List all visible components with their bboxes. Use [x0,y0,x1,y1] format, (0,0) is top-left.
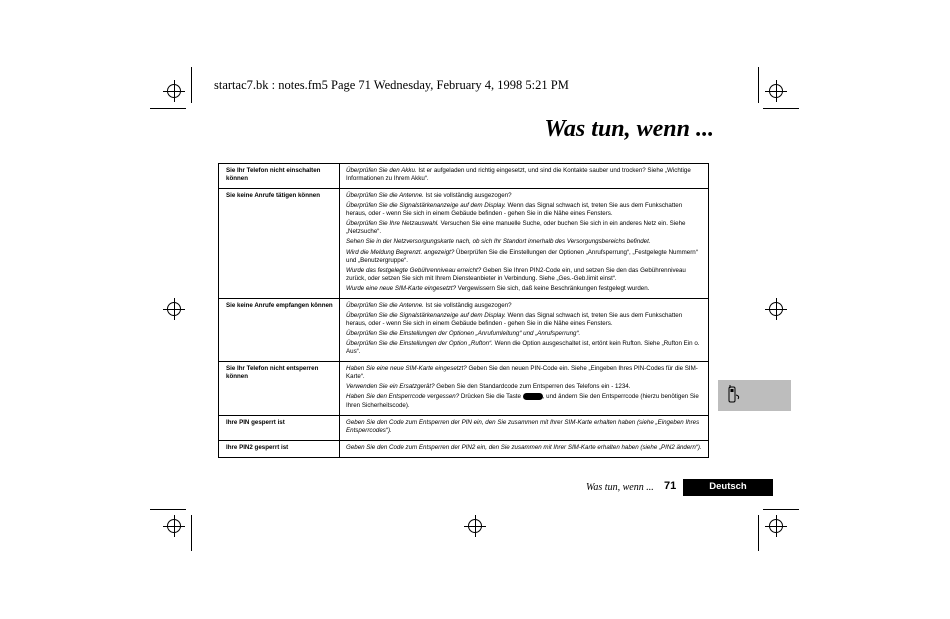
troubleshooting-table [218,163,709,458]
table-row [219,415,709,440]
table-row [219,189,709,299]
problem-cell: Sie Ihr Telefon nicht entsperren können [219,362,340,415]
phone-icon [726,385,740,405]
crop-mark [758,515,759,551]
language-label: Deutsch [683,479,773,496]
problem-cell: Ihre PIN gesperrt ist [219,415,340,440]
registration-mark-icon [468,519,482,533]
key-blob-icon [523,393,543,400]
running-title: Was tun, wenn ... [586,482,654,493]
answer-cell: Geben Sie den Code zum Entsperren der PIN ein, den Sie zusammen mit Ihrer SIM-Karte erhalten haben (siehe „Eingeben Ihres Entsperrcodes“). [340,415,709,440]
table-row [219,298,709,361]
file-info-header: startac7.bk : notes.fm5 Page 71 Wednesday, February 4, 1998 5:21 PM [214,78,569,92]
crop-mark [191,67,192,103]
page-number: 71 [664,480,677,492]
crop-mark [763,108,799,109]
crop-mark [150,108,186,109]
crop-mark [150,509,186,510]
answer-cell: Überprüfen Sie die Antenne. Ist sie vollständig ausgezogen? Überprüfen Sie die Signalstärkenanzeige auf dem Display. Wenn das Signal schwach ist, treten Sie aus dem Funkschatten heraus, oder - wenn Sie sich in einem Gebäude befinden - gehen Sie in die Nähe eines Fensters. Überprüfen Sie Ihre Netzauswahl. Versuchen Sie eine manuelle Suche, oder buchen Sie sich in ein anderes Netz ein. Siehe „Netzsuche“. Sehen Sie in der Netzversorgungskarte nach, ob sich Ihr Standort innerhalb des Versorgungsbereichs befindet. Wird die Meldung Begrenzt. angezeigt? Überprüfen Sie die Einstellungen der Optionen „Anrufsperrung“, „Festgelegte Nummern“ und „Benutzergruppe“. Wurde das festgelegte Gebührenniveau erreicht? Geben Sie Ihren PIN2-Code ein, und setzen Sie den das Gebührenniveau zurück, oder setzen Sie sich mit Ihrem Diensteanbieter in Verbindung. Siehe „Ges.-Geb.limit einst“. Wurde eine neue SIM-Karte eingesetzt? Vergewissern Sie sich, daß keine Beschränkungen festgelegt wurden. [340,189,709,299]
crop-mark [191,515,192,551]
registration-mark-icon [167,519,181,533]
problem-cell: Ihre PIN2 gesperrt ist [219,440,340,457]
registration-mark-icon [167,302,181,316]
problem-cell: Sie keine Anrufe tätigen können [219,189,340,299]
table-row [219,164,709,189]
registration-mark-icon [769,302,783,316]
answer-cell: Überprüfen Sie die Antenne. Ist sie vollständig ausgezogen? Überprüfen Sie die Signalstärkenanzeige auf dem Display. Wenn das Signal schwach ist, treten Sie aus dem Funkschatten heraus, oder - wenn Sie sich in einem Gebäude befinden - gehen Sie in die Nähe eines Fensters. Überprüfen Sie die Einstellungen der Optionen „Anrufumleitung“ und „Anrufsperrung“. Überprüfen Sie die Einstellungen der Option „Rufton“. Wenn die Option ausgeschaltet ist, ertönt kein Rufton. Siehe „Rufton Ein o. Aus“. [340,298,709,361]
table-row [219,440,709,457]
registration-mark-icon [769,84,783,98]
problem-cell: Sie keine Anrufe empfangen können [219,298,340,361]
answer-cell: Geben Sie den Code zum Entsperren der PIN2 ein, den Sie zusammen mit Ihrer SIM-Karte erhalten haben (siehe „PIN2 ändern“). [340,440,709,457]
registration-mark-icon [167,84,181,98]
table-row [219,362,709,415]
problem-cell: Sie Ihr Telefon nicht einschalten können [219,164,340,189]
answer-cell: Überprüfen Sie den Akku. Ist er aufgeladen und richtig eingesetzt, und sind die Kontakte sauber und trocken? Siehe „Wichtige Informationen zu Ihrem Akku“. [340,164,709,189]
answer-cell: Haben Sie eine neue SIM-Karte eingesetzt? Geben Sie den neuen PIN-Code ein. Siehe „Eingeben Ihres PIN-Codes für die SIM-Karte“. Verwenden Sie ein Ersatzgerät? Geben Sie den Standardcode zum Entsperren des Telefons ein - 1234. Haben Sie den Entsperrcode vergessen? Drücken Sie die Taste , und ändern Sie den Entsperrcode (hierzu benötigen Sie Ihren Sicherheitscode). [340,362,709,415]
crop-mark [763,509,799,510]
page-title: Was tun, wenn ... [544,116,714,142]
crop-mark [758,67,759,103]
registration-mark-icon [769,519,783,533]
